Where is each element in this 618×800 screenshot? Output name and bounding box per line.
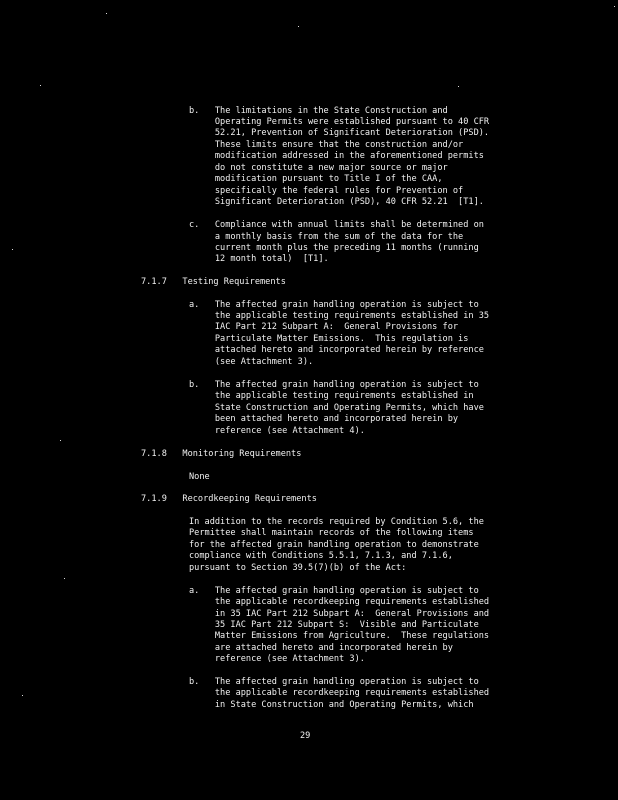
text-line: In addition to the records required by Condition 5.6, the xyxy=(189,517,484,527)
section-heading: 7.1.9 Recordkeeping Requirements xyxy=(141,494,317,504)
scan-speck xyxy=(614,6,615,7)
text-line: reference (see Attachment 4). xyxy=(189,426,365,436)
scan-speck xyxy=(298,26,299,27)
text-line: are attached hereto and incorporated herein by xyxy=(189,643,453,653)
section-heading: 7.1.7 Testing Requirements xyxy=(141,277,286,287)
text-line: a. The affected grain handling operation is subject to xyxy=(189,586,479,596)
text-line: specifically the federal rules for Prevention of xyxy=(189,186,464,196)
text-line: modification pursuant to Title I of the CAA, xyxy=(189,174,443,184)
text-line: None xyxy=(189,472,210,482)
text-line: in State Construction and Operating Permits, which xyxy=(189,700,474,710)
text-line: 35 IAC Part 212 Subpart S: Visible and Particulate xyxy=(189,620,479,630)
text-line: been attached hereto and incorporated herein by xyxy=(189,414,459,424)
text-line: State Construction and Operating Permits, which have xyxy=(189,403,484,413)
scan-speck xyxy=(60,440,61,441)
scan-speck xyxy=(458,86,459,87)
text-line: (see Attachment 3). xyxy=(189,357,314,367)
text-line: These limits ensure that the construction and/or xyxy=(189,140,464,150)
scan-speck xyxy=(22,695,23,696)
text-line: a monthly basis from the sum of the data for the xyxy=(189,232,464,242)
text-line: the applicable recordkeeping requirements established xyxy=(189,597,490,607)
text-line: the applicable recordkeeping requirements established xyxy=(189,688,490,698)
text-line: the applicable testing requirements established in 35 xyxy=(189,311,490,321)
text-line: b. The limitations in the State Construction and xyxy=(189,106,448,116)
section-heading: 7.1.8 Monitoring Requirements xyxy=(141,449,302,459)
text-line: pursuant to Section 39.5(7)(b) of the Act: xyxy=(189,563,407,573)
text-line: current month plus the preceding 11 months (running xyxy=(189,243,479,253)
text-line: Significant Deterioration (PSD), 40 CFR 52.21 [T1]. xyxy=(189,197,484,207)
text-line: a. The affected grain handling operation is subject to xyxy=(189,300,479,310)
text-line: for the affected grain handling operation to demonstrate xyxy=(189,540,479,550)
scan-speck xyxy=(12,249,13,250)
text-line: b. The affected grain handling operation is subject to xyxy=(189,380,479,390)
text-line: b. The affected grain handling operation is subject to xyxy=(189,677,479,687)
text-line: reference (see Attachment 3). xyxy=(189,654,365,664)
page-number: 29 xyxy=(300,731,311,741)
text-line: Matter Emissions from Agriculture. These regulations xyxy=(189,631,490,641)
text-line: Particulate Matter Emissions. This regulation is xyxy=(189,334,469,344)
text-line: c. Compliance with annual limits shall be determined on xyxy=(189,220,484,230)
text-line: modification addressed in the aforementioned permits xyxy=(189,151,484,161)
text-line: IAC Part 212 Subpart A: General Provisions for xyxy=(189,322,459,332)
scan-speck xyxy=(40,85,41,86)
scan-speck xyxy=(64,578,65,579)
text-line: compliance with Conditions 5.5.1, 7.1.3, and 7.1.6, xyxy=(189,551,453,561)
text-line: Operating Permits were established pursuant to 40 CFR xyxy=(189,117,490,127)
text-line: 52.21, Prevention of Significant Deterioration (PSD). xyxy=(189,128,490,138)
text-line: do not constitute a new major source or major xyxy=(189,163,448,173)
text-line: in 35 IAC Part 212 Subpart A: General Provisions and xyxy=(189,609,490,619)
scan-speck xyxy=(106,13,107,14)
text-line: Permittee shall maintain records of the following items xyxy=(189,528,474,538)
text-line: 12 month total) [T1]. xyxy=(189,254,329,264)
text-line: attached hereto and incorporated herein by reference xyxy=(189,345,484,355)
text-line: the applicable testing requirements established in xyxy=(189,391,474,401)
